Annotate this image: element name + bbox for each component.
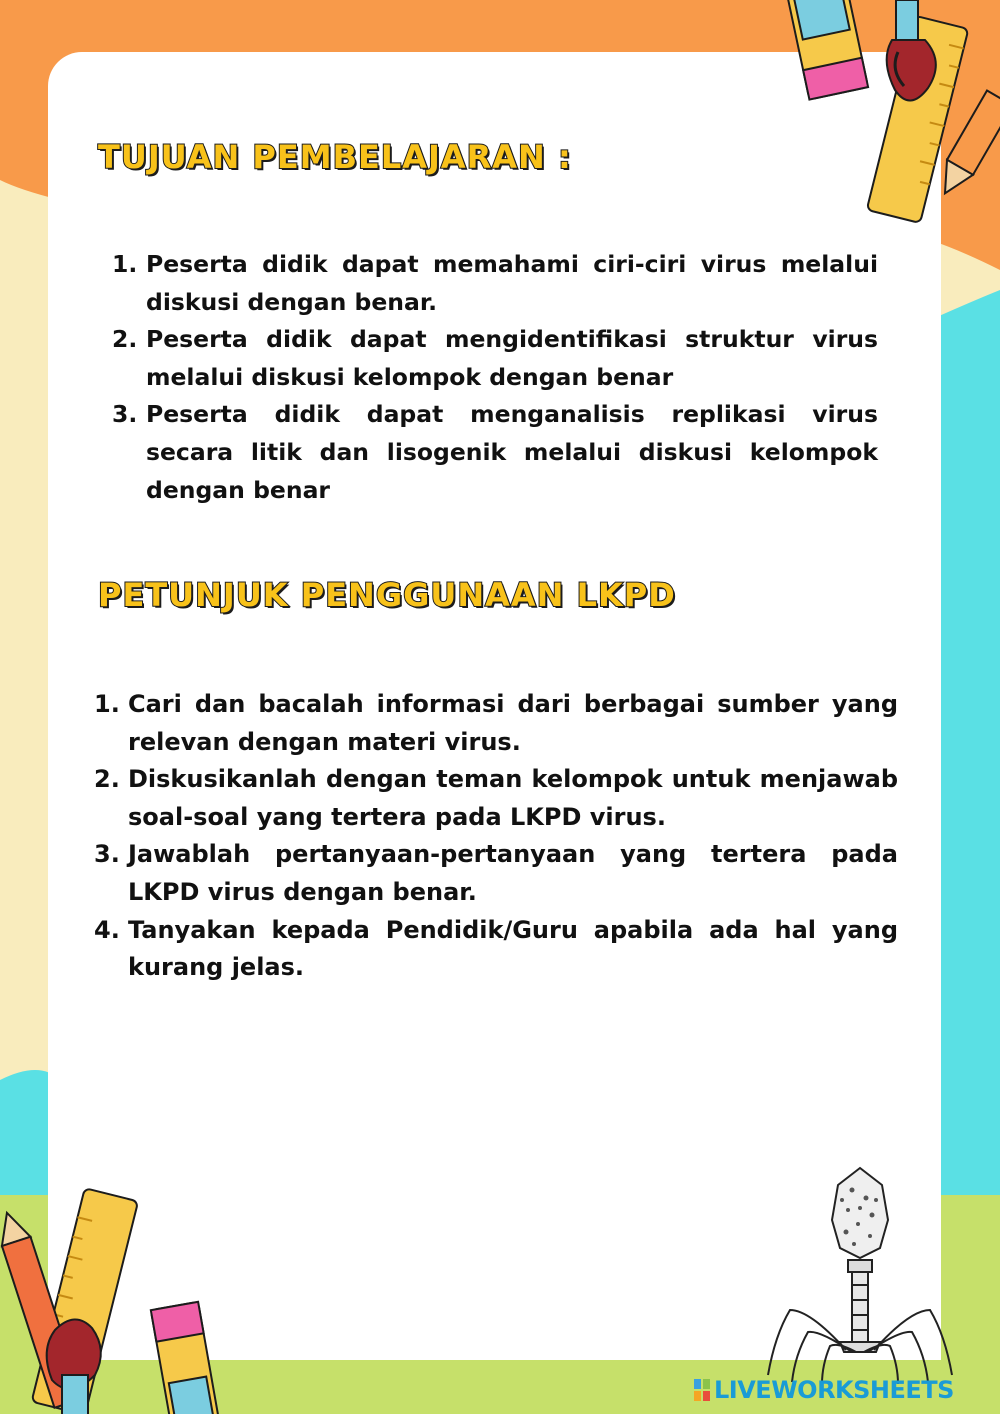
learning-objectives-list bbox=[112, 246, 878, 509]
list-item-text: Peserta didik dapat mengidentifikasi struktur virus melalui diskusi kelompok dengan benar bbox=[146, 325, 878, 391]
list-number: 3. bbox=[112, 400, 138, 429]
liveworksheets-logo-icon bbox=[694, 1379, 710, 1401]
section-heading-petunjuk: PETUNJUK PENGGUNAAN LKPD bbox=[98, 576, 676, 614]
list-number: 2. bbox=[112, 325, 138, 354]
list-number: 2. bbox=[94, 765, 120, 794]
list-item-text: Peserta didik dapat memahami ciri-ciri virus melalui diskusi dengan benar. bbox=[146, 250, 878, 316]
eraser-icon bbox=[151, 1302, 219, 1414]
list-item-text: Peserta didik dapat menganalisis replikasi virus secara litik dan lisogenik melalui diskusi kelompok dengan benar bbox=[146, 400, 878, 504]
instructions-list bbox=[94, 686, 898, 987]
list-number: 4. bbox=[94, 915, 120, 944]
section-heading-tujuan: TUJUAN PEMBELAJARAN : bbox=[98, 138, 572, 176]
list-number: 3. bbox=[94, 840, 120, 869]
list-item-text: Tanyakan kepada Pendidik/Guru apabila ada hal yang kurang jelas. bbox=[128, 915, 898, 982]
stationery-bottom-left bbox=[0, 1180, 240, 1414]
list-number: 1. bbox=[94, 690, 120, 718]
list-item bbox=[94, 761, 898, 836]
list-item bbox=[94, 686, 898, 761]
paintbrush-icon bbox=[887, 0, 936, 101]
list-number: 1. bbox=[112, 250, 138, 278]
watermark-text: LIVEWORKSHEETS bbox=[714, 1376, 954, 1404]
liveworksheets-watermark[interactable] bbox=[694, 1376, 954, 1404]
list-item-text: Diskusikanlah dengan teman kelompok untuk menjawab soal-soal yang tertera pada LKPD virus. bbox=[128, 765, 898, 831]
list-item-text: Cari dan bacalah informasi dari berbagai sumber yang relevan dengan materi virus. bbox=[128, 690, 898, 756]
stationery-top-right bbox=[780, 0, 1000, 230]
list-item-text: Jawablah pertanyaan-pertanyaan yang tertera pada LKPD virus dengan benar. bbox=[128, 840, 898, 906]
list-item bbox=[112, 396, 878, 509]
bacteriophage-virus-icon bbox=[760, 1160, 960, 1385]
list-item bbox=[94, 912, 898, 987]
list-item bbox=[112, 321, 878, 396]
list-item bbox=[94, 836, 898, 911]
list-item bbox=[112, 246, 878, 321]
eraser-icon bbox=[787, 0, 869, 100]
